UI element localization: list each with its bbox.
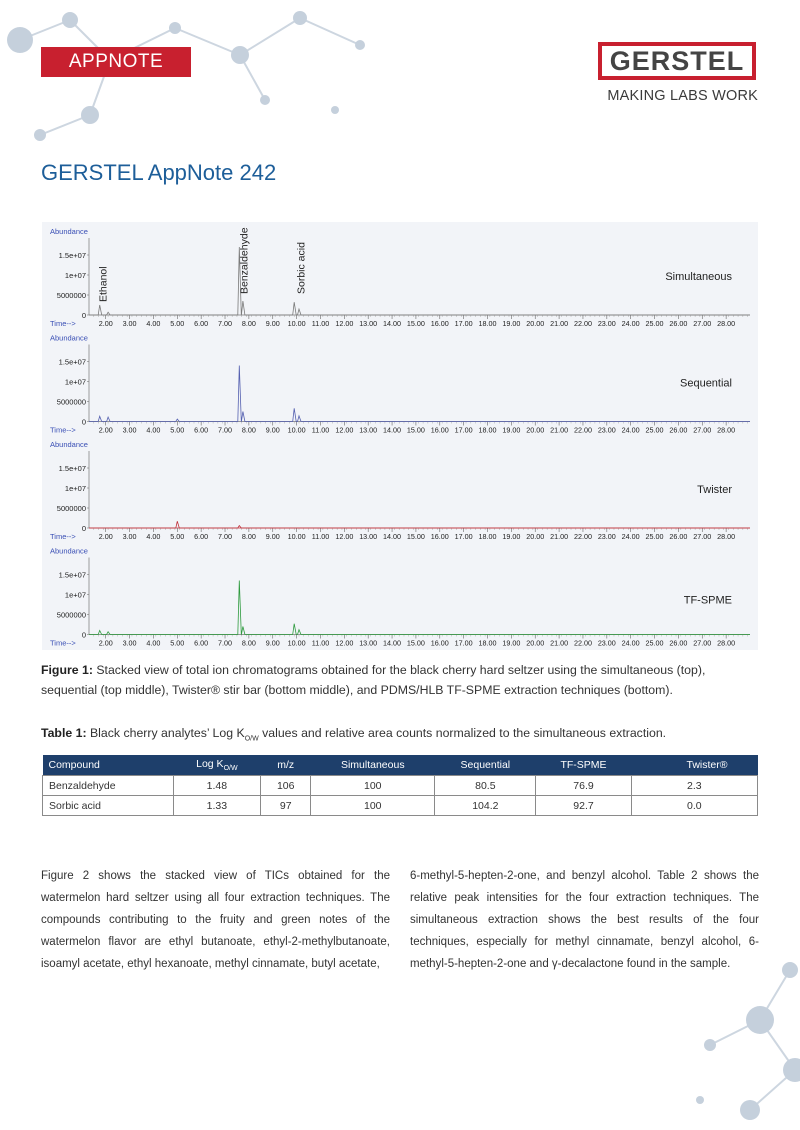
col-simultaneous: Simultaneous: [311, 755, 435, 776]
x-tick-label: 22.00: [573, 319, 592, 328]
molecule-decoration-bottom: [640, 960, 800, 1130]
x-tick-label: 20.00: [526, 319, 545, 328]
x-tick-label: 27.00: [693, 319, 712, 328]
col-mz: m/z: [261, 755, 311, 776]
x-tick-label: 27.00: [693, 425, 712, 435]
x-tick-label: 12.00: [335, 532, 354, 541]
x-tick-label: 5.00: [170, 425, 185, 435]
x-tick-label: 13.00: [359, 532, 378, 541]
x-tick-label: 21.00: [550, 532, 569, 541]
table-caption: Table 1: Black cherry analytes’ Log $K_{O/W}$ values and relative area counts normalized to the simultaneous extraction.: [41, 726, 667, 743]
panel-label: TF-SPME: [683, 594, 732, 607]
ylabel-abundance: Abundance: [50, 546, 88, 556]
chromatogram-chart: [42, 222, 758, 650]
x-tick-label: 2.00: [98, 532, 113, 541]
x-tick-label: 27.00: [693, 638, 712, 648]
x-tick-label: 8.00: [241, 319, 256, 328]
y-tick-label: 5000000: [56, 291, 86, 300]
x-tick-label: 24.00: [621, 532, 640, 541]
xlabel-time: Time-->: [50, 425, 76, 435]
x-tick-label: 7.00: [218, 319, 233, 328]
x-tick-label: 18.00: [478, 532, 497, 541]
table-header-row: [43, 755, 758, 776]
body-text-right: 6-methyl-5-hepten-2-one, and benzyl alcohol. Table 2 shows the relative peak intensities for the four extraction techniques. The simultaneous extraction shows the best results of the four techniques, especially for methyl cinnamate, benzyl alcohol, 6-methyl-5-hepten-2-one and γ-decalactone found in the sample.: [410, 870, 759, 970]
table-row: Sorbic acid 1.33 97 100 104.2 92.7 0.0: [43, 796, 758, 816]
x-tick-label: 24.00: [621, 425, 640, 435]
x-tick-label: 21.00: [550, 638, 569, 648]
x-tick-label: 11.00: [311, 319, 330, 328]
x-tick-label: 18.00: [478, 319, 497, 328]
x-tick-label: 4.00: [146, 319, 161, 328]
x-tick-label: 19.00: [502, 638, 521, 648]
y-tick-label: 1e+07: [64, 484, 86, 493]
x-tick-label: 20.00: [526, 425, 545, 435]
x-tick-label: 23.00: [597, 532, 616, 541]
panel-label: Sequential: [680, 377, 732, 390]
x-tick-label: 28.00: [717, 425, 736, 435]
x-tick-label: 24.00: [621, 319, 640, 328]
x-tick-label: 19.00: [502, 532, 521, 541]
x-tick-label: 7.00: [218, 638, 233, 648]
x-tick-label: 10.00: [287, 425, 306, 435]
x-tick-label: 23.00: [597, 638, 616, 648]
ylabel-abundance: Abundance: [50, 440, 88, 449]
x-tick-label: 3.00: [122, 319, 137, 328]
x-tick-label: 7.00: [218, 425, 233, 435]
figure-caption: Figure 1: Stacked view of total ion chromatograms obtained for the black cherry hard seltzer using the simultaneous (top), sequential (top middle), Twister® stir bar (bottom middle), and PDMS/HLB TF-SPME extraction techniques (bottom).: [41, 663, 706, 697]
y-tick-label: 0: [81, 417, 86, 427]
series-trace-simultaneous: [89, 247, 750, 315]
x-tick-label: 26.00: [669, 319, 688, 328]
appnote-badge: APPNOTE: [41, 47, 191, 77]
table-row: Benzaldehyde 1.48 106 100 80.5 76.9 2.3: [43, 776, 758, 796]
x-tick-label: 2.00: [98, 638, 113, 648]
x-tick-label: 14.00: [383, 532, 402, 541]
gerstel-logo: GERSTEL: [598, 42, 756, 80]
y-tick-label: 1.5e+07: [58, 464, 86, 473]
col-twister: Twister®: [631, 755, 757, 776]
col-tfspme: TF-SPME: [536, 755, 631, 776]
y-tick-label: 1e+07: [64, 590, 86, 600]
x-tick-label: 8.00: [241, 532, 256, 541]
y-tick-label: 1e+07: [64, 271, 86, 280]
x-tick-label: 13.00: [359, 319, 378, 328]
y-tick-label: 5000000: [56, 504, 86, 513]
x-tick-label: 15.00: [406, 319, 425, 328]
x-tick-label: 17.00: [454, 425, 473, 435]
body-text-left: Figure 2 shows the stacked view of TICs obtained for the watermelon hard seltzer using all four extraction techniques. The compounds contributing to the fruity and green notes of the watermelon flavor are ethyl butanoate, ethyl-2-methylbutanoate, isoamyl acetate, ethyl hexanoate, methyl cinnamate, butyl acetate,: [41, 870, 390, 970]
peak-label: Benzaldehyde: [238, 227, 251, 294]
x-tick-label: 3.00: [122, 532, 137, 541]
y-tick-label: 1.5e+07: [58, 357, 86, 367]
page-title: GERSTEL AppNote 242: [41, 160, 277, 185]
x-tick-label: 2.00: [98, 425, 113, 435]
x-tick-label: 13.00: [359, 638, 378, 648]
x-tick-label: 7.00: [218, 532, 233, 541]
x-tick-label: 15.00: [406, 425, 425, 435]
tagline: MAKING LABS WORK: [607, 88, 758, 104]
x-tick-label: 9.00: [265, 319, 280, 328]
x-tick-label: 9.00: [265, 638, 280, 648]
y-tick-label: 0: [81, 311, 86, 320]
x-tick-label: 15.00: [406, 638, 425, 648]
xlabel-time: Time-->: [50, 638, 76, 648]
x-tick-label: 11.00: [311, 532, 330, 541]
col-compound: Compound: [43, 755, 174, 776]
ylabel-abundance: Abundance: [50, 333, 88, 343]
peak-label: Sorbic acid: [295, 242, 308, 294]
x-tick-label: 4.00: [146, 532, 161, 541]
x-tick-label: 9.00: [265, 532, 280, 541]
x-tick-label: 6.00: [194, 532, 209, 541]
series-trace-twister: [89, 521, 750, 528]
analyte-table: [42, 755, 758, 816]
x-tick-label: 17.00: [454, 532, 473, 541]
x-tick-label: 26.00: [669, 532, 688, 541]
x-tick-label: 21.00: [550, 319, 569, 328]
x-tick-label: 3.00: [122, 425, 137, 435]
y-tick-label: 1.5e+07: [58, 251, 86, 260]
col-sequential: Sequential: [435, 755, 536, 776]
panel-label: Simultaneous: [665, 271, 732, 283]
series-trace-sequential: [89, 366, 750, 422]
x-tick-label: 21.00: [550, 425, 569, 435]
x-tick-label: 8.00: [241, 638, 256, 648]
x-tick-label: 6.00: [194, 425, 209, 435]
peak-label: Ethanol: [97, 266, 110, 302]
x-tick-label: 4.00: [146, 638, 161, 648]
x-tick-label: 16.00: [430, 425, 449, 435]
y-tick-label: 1.5e+07: [58, 570, 86, 580]
x-tick-label: 23.00: [597, 319, 616, 328]
x-tick-label: 18.00: [478, 638, 497, 648]
series-trace-tf-spme: [89, 581, 750, 635]
x-tick-label: 5.00: [170, 532, 185, 541]
x-tick-label: 24.00: [621, 638, 640, 648]
x-tick-label: 10.00: [287, 638, 306, 648]
x-tick-label: 14.00: [383, 319, 402, 328]
x-tick-label: 18.00: [478, 425, 497, 435]
x-tick-label: 13.00: [359, 425, 378, 435]
x-tick-label: 22.00: [573, 638, 592, 648]
x-tick-label: 6.00: [194, 638, 209, 648]
x-tick-label: 19.00: [502, 319, 521, 328]
x-tick-label: 11.00: [311, 638, 330, 648]
y-tick-label: 5000000: [56, 397, 86, 407]
xlabel-time: Time-->: [50, 532, 76, 541]
x-tick-label: 17.00: [454, 319, 473, 328]
x-tick-label: 6.00: [194, 319, 209, 328]
x-tick-label: 26.00: [669, 425, 688, 435]
ylabel-abundance: Abundance: [50, 227, 88, 236]
x-tick-label: 22.00: [573, 425, 592, 435]
x-tick-label: 25.00: [645, 532, 664, 541]
x-tick-label: 12.00: [335, 319, 354, 328]
y-tick-label: 0: [81, 524, 86, 533]
x-tick-label: 25.00: [645, 319, 664, 328]
panel-label: Twister: [697, 484, 732, 496]
x-tick-label: 11.00: [311, 425, 330, 435]
x-tick-label: 5.00: [170, 638, 185, 648]
x-tick-label: 15.00: [406, 532, 425, 541]
y-tick-label: 0: [81, 630, 86, 640]
xlabel-time: Time-->: [50, 319, 76, 328]
x-tick-label: 12.00: [335, 425, 354, 435]
x-tick-label: 5.00: [170, 319, 185, 328]
x-tick-label: 2.00: [98, 319, 113, 328]
x-tick-label: 20.00: [526, 638, 545, 648]
x-tick-label: 16.00: [430, 638, 449, 648]
x-tick-label: 10.00: [287, 532, 306, 541]
x-tick-label: 28.00: [717, 638, 736, 648]
x-tick-label: 28.00: [717, 319, 736, 328]
x-tick-label: 25.00: [645, 638, 664, 648]
x-tick-label: 14.00: [383, 425, 402, 435]
x-tick-label: 20.00: [526, 532, 545, 541]
x-tick-label: 23.00: [597, 425, 616, 435]
col-logk: Log $K_{O/W}$: [173, 755, 261, 776]
y-tick-label: 1e+07: [64, 377, 86, 387]
x-tick-label: 22.00: [573, 532, 592, 541]
x-tick-label: 12.00: [335, 638, 354, 648]
x-tick-label: 14.00: [383, 638, 402, 648]
x-tick-label: 10.00: [287, 319, 306, 328]
x-tick-label: 9.00: [265, 425, 280, 435]
x-tick-label: 19.00: [502, 425, 521, 435]
x-tick-label: 16.00: [430, 532, 449, 541]
x-tick-label: 25.00: [645, 425, 664, 435]
x-tick-label: 4.00: [146, 425, 161, 435]
x-tick-label: 27.00: [693, 532, 712, 541]
x-tick-label: 16.00: [430, 319, 449, 328]
x-tick-label: 17.00: [454, 638, 473, 648]
x-tick-label: 28.00: [717, 532, 736, 541]
y-tick-label: 5000000: [56, 610, 86, 620]
x-tick-label: 26.00: [669, 638, 688, 648]
x-tick-label: 3.00: [122, 638, 137, 648]
chromatogram-figure: [42, 222, 758, 650]
x-tick-label: 8.00: [241, 425, 256, 435]
